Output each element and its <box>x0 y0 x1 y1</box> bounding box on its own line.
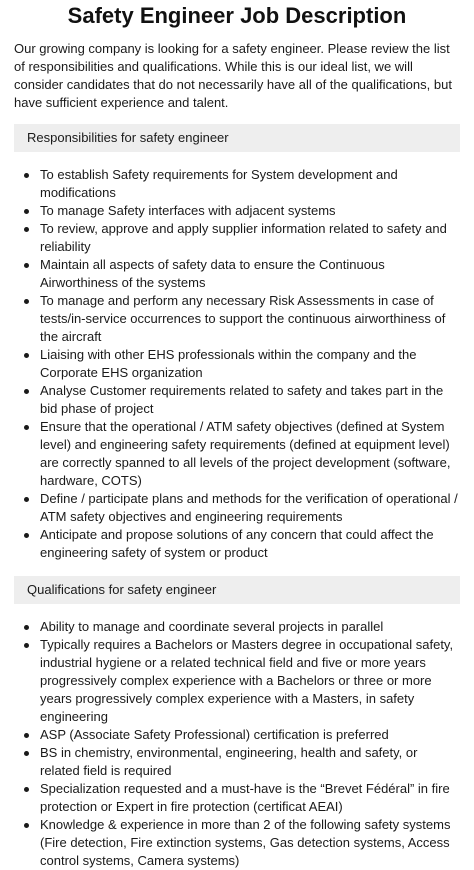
responsibility-item: To manage Safety interfaces with adjacent systems <box>34 202 460 220</box>
qualification-item: Knowledge & experience in more than 2 of the following safety systems (Fire detection, Fire extinction systems, Gas detection systems, Access control systems, Camera systems) <box>34 816 460 870</box>
responsibility-item: Anticipate and propose solutions of any concern that could affect the engineering safety of system or product <box>34 526 460 562</box>
responsibility-item: Maintain all aspects of safety data to ensure the Continuous Airworthiness of the systems <box>34 256 460 292</box>
responsibility-item: To manage and perform any necessary Risk Assessments in case of tests/in-service occurrences to support the continuous airworthiness of the aircraft <box>34 292 460 346</box>
qualification-item: Ability to manage and coordinate several projects in parallel <box>34 618 460 636</box>
qualification-item: Typically requires a Bachelors or Masters degree in occupational safety, industrial hygiene or a related technical field and five or more years progressively complex experience with a Bachelors or three or more years progressively complex experience with a Masters, in safety engineering <box>34 636 460 726</box>
responsibility-item: Define / participate plans and methods for the verification of operational / ATM safety objectives and engineering requirements <box>34 490 460 526</box>
qualification-item: ASP (Associate Safety Professional) certification is preferred <box>34 726 460 744</box>
responsibilities-heading: Responsibilities for safety engineer <box>14 124 460 152</box>
responsibility-item: Ensure that the operational / ATM safety objectives (defined at System level) and engineering safety requirements (defined at equipment level) are correctly spanned to all levels of the project development (software, hardware, COTS) <box>34 418 460 490</box>
responsibility-item: Liaising with other EHS professionals within the company and the Corporate EHS organization <box>34 346 460 382</box>
qualifications-list <box>14 618 460 870</box>
responsibilities-list <box>14 166 460 562</box>
qualification-item: BS in chemistry, environmental, engineering, health and safety, or related field is required <box>34 744 460 780</box>
responsibility-item: To establish Safety requirements for System development and modifications <box>34 166 460 202</box>
responsibility-item: Analyse Customer requirements related to safety and takes part in the bid phase of project <box>34 382 460 418</box>
intro-paragraph: Our growing company is looking for a safety engineer. Please review the list of responsibilities and qualifications. While this is our ideal list, we will consider candidates that do not necessarily have all of the qualifications, but have sufficient experience and talent. <box>14 41 452 110</box>
qualifications-heading: Qualifications for safety engineer <box>14 576 460 604</box>
responsibility-item: To review, approve and apply supplier information related to safety and reliability <box>34 220 460 256</box>
page-title: Safety Engineer Job Description <box>67 3 407 28</box>
qualification-item: Specialization requested and a must-have is the “Brevet Fédéral” in fire protection or Expert in fire protection (certificat AEAI) <box>34 780 460 816</box>
